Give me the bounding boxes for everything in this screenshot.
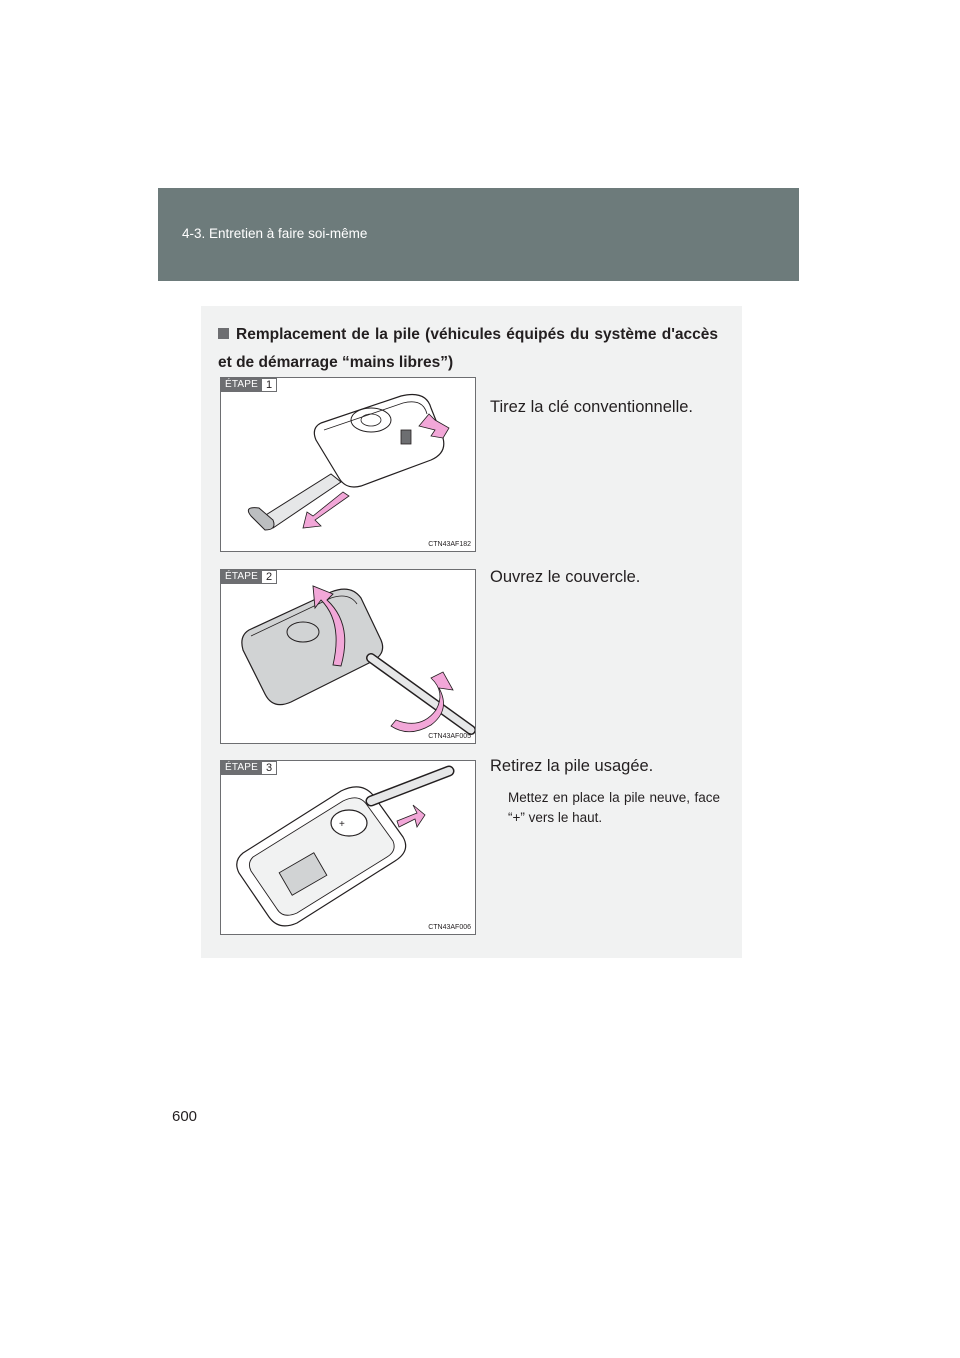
step-badge-1: ÉTAPE 1 — [221, 378, 277, 392]
header-band — [158, 188, 799, 281]
step-2-instruction: Ouvrez le couvercle. — [490, 568, 641, 586]
plus-mark-icon: + — [339, 819, 345, 830]
key-illustration-2 — [221, 570, 475, 743]
step-3-instruction: Retirez la pile usagée. — [490, 757, 654, 775]
figure-step-1 — [220, 377, 476, 552]
step-badge-2: ÉTAPE 2 — [221, 570, 277, 584]
step-3-note: Mettez en place la pile neuve, face “+” vers le haut. — [508, 790, 720, 825]
step-1-instruction: Tirez la clé conventionnelle. — [490, 398, 693, 416]
figure-code: CTN43AF006 — [428, 924, 471, 931]
section-title: 4-3. Entretien à faire soi-même — [182, 226, 368, 241]
key-illustration-3 — [221, 761, 475, 934]
step-badge-3: ÉTAPE 3 — [221, 761, 277, 775]
key-illustration-1 — [221, 378, 475, 551]
square-bullet-icon — [218, 328, 229, 339]
figure-step-2 — [220, 569, 476, 744]
subsection-heading: Remplacement de la pile (véhicules équipés du système d'accès et de démarrage “mains libres”) — [218, 326, 718, 371]
page-number: 600 — [172, 1108, 198, 1125]
figure-step-3 — [220, 760, 476, 935]
figure-code: CTN43AF005 — [428, 733, 471, 740]
figure-code: CTN43AF182 — [428, 541, 471, 548]
